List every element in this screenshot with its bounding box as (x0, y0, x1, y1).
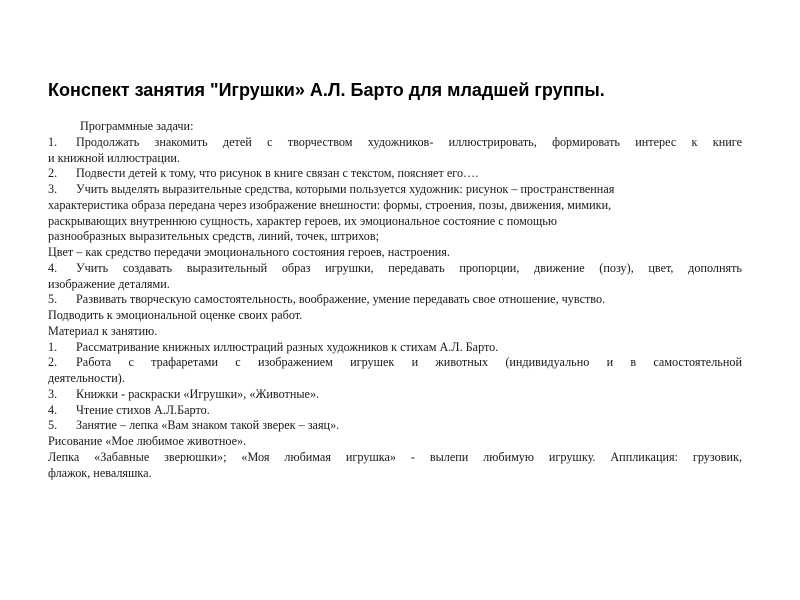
text-line: характеристика образа передана через изображение внешности: формы, строения, позы, движения, мимики, (48, 197, 612, 212)
list-number: 2. (48, 355, 58, 370)
list-item-text: Продолжать знакомить детей с творчеством художников- иллюстрировать, формировать интерес к книге (76, 134, 742, 149)
text-line: флажок, неваляшка. (48, 465, 152, 480)
list-item (48, 387, 742, 403)
list-item-text: Книжки - раскраски «Игрушки», «Животные». (76, 386, 320, 401)
list-item-text: Чтение стихов А.Л.Барто. (76, 402, 210, 417)
list-number: 4. (48, 402, 58, 417)
list-number: 3. (48, 182, 58, 196)
text-line: и книжной иллюстрации. (48, 150, 180, 165)
list-item-text: Учить создавать выразительный образ игрушки, передавать пропорции, движение (позу), цвет, дополнять (76, 260, 742, 275)
list-number: 5. (48, 292, 58, 307)
list-item (48, 261, 742, 277)
text-line: Рисование «Мое любимое животное». (48, 434, 247, 448)
text-line: изображение деталями. (48, 276, 170, 291)
list-item-text: Подвести детей к тому, что рисунок в книге связан с текстом, поясняет его…. (76, 166, 479, 181)
section-heading-goals: Программные задачи: (80, 119, 194, 133)
list-item (48, 292, 742, 308)
text-line: деятельности). (48, 371, 125, 385)
list-number: 5. (48, 418, 58, 433)
text-line: Подводить к эмоциональной оценке своих работ. (48, 308, 303, 322)
text-line: разнообразных выразительных средств, линий, точек, штрихов; (48, 229, 380, 244)
list-item (48, 340, 742, 356)
section-heading-materials: Материал к занятию. (48, 323, 158, 338)
list-item (48, 355, 742, 371)
list-number: 1. (48, 339, 58, 354)
list-item-text: Учить выделять выразительные средства, которыми пользуется художник: рисунок – пространственная (76, 182, 615, 196)
list-item (48, 418, 742, 434)
list-item-text: Развивать творческую самостоятельность, воображение, умение передавать свое отношение, чувство. (76, 292, 606, 307)
list-item-text: Занятие – лепка «Вам знаком такой зверек – заяц». (76, 418, 340, 433)
text-line: Лепка «Забавные зверюшки»; «Моя любимая игрушка» - вылепи любимую игрушку. Аппликация: грузовик, (48, 449, 742, 464)
list-item (48, 135, 742, 151)
list-number: 3. (48, 386, 58, 401)
list-number: 1. (48, 134, 58, 149)
list-number: 4. (48, 260, 58, 275)
text-line: раскрывающих внутреннюю сущность, характер героев, их эмоциональное состояние с помощью (48, 213, 557, 228)
list-item-text: Рассматривание книжных иллюстраций разных художников к стихам А.Л. Барто. (76, 339, 499, 354)
list-number: 2. (48, 166, 58, 181)
document-body (48, 119, 742, 481)
list-item-text: Работа с трафаретами с изображением игрушек и животных (индивидуально и в самостоятельной (76, 355, 742, 370)
document-title: Конспект занятия "Игрушки» А.Л. Барто для младшей группы. (48, 80, 605, 100)
list-item (48, 166, 742, 182)
list-item (48, 403, 742, 419)
list-item (48, 182, 742, 198)
text-line: Цвет – как средство передачи эмоционального состояния героев, настроения. (48, 245, 450, 259)
